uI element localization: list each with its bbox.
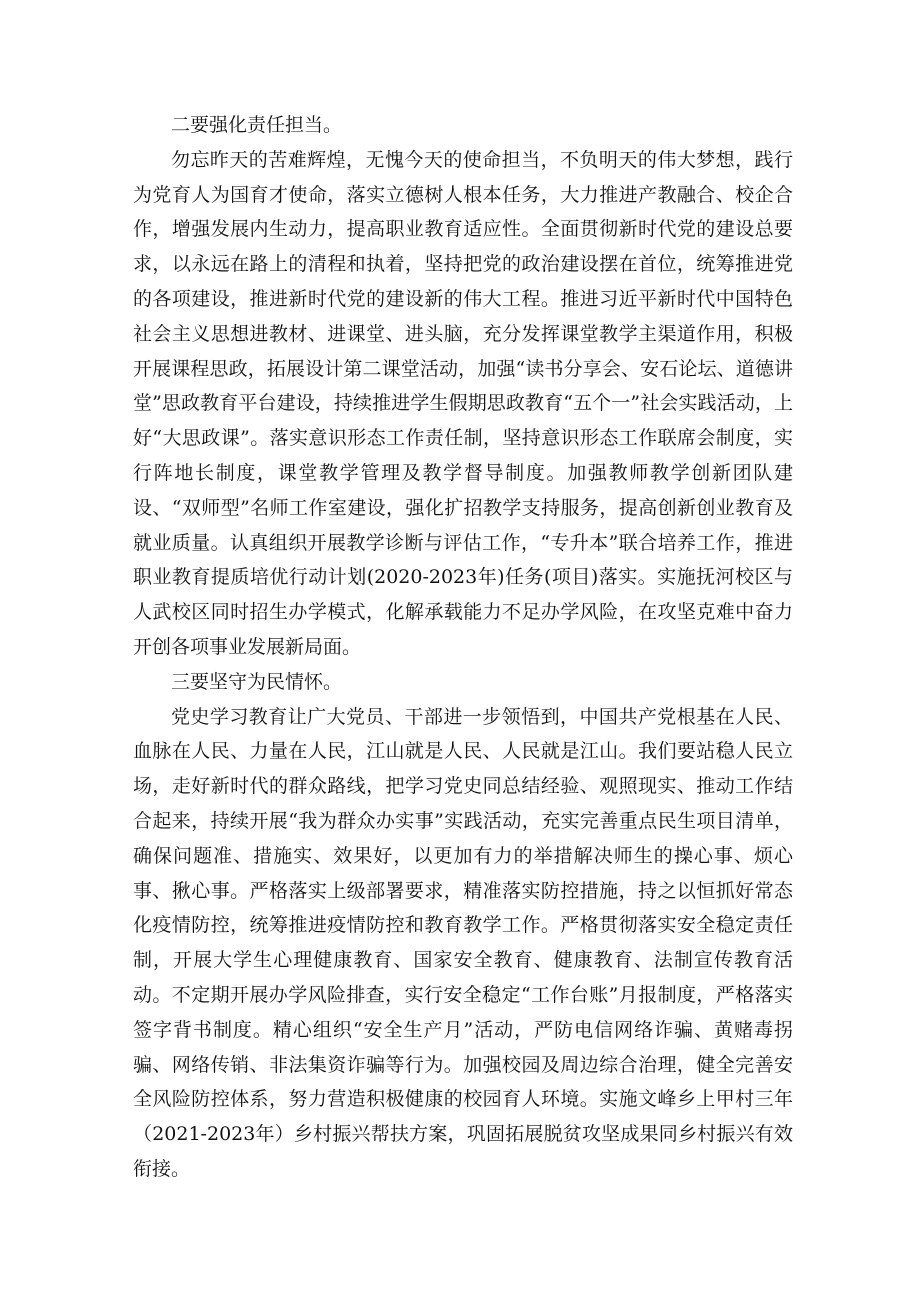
section-heading-people: 三要坚守为民情怀。 xyxy=(171,670,343,693)
section-paragraph-responsibility: 勿忘昨天的苦难辉煌，无愧今天的使命担当，不负明天的伟大梦想，践行为党育人为国育才使命，落实立德树人根本任务，大力推进产教融合、校企合作，增强发展内生动力，提高职业教育适应性。全面贯彻新时代党的建设总要求，以永远在路上的清程和执着，坚持把党的政治建设摆在首位，统筹推进党的各项建设，推进新时代党的建设新的伟大工程。推进习近平新时代中国特色社会主义思想进教材、进课堂、进头脑，充分发挥课堂教学主渠道作用，积极开展课程思政，拓展设计第二课堂活动，加强“读书分享会、安石论坛、道德讲堂”思政教育平台建设，持续推进学生假期思政教育“五个一”社会实践活动，上好“大思政课”。落实意识形态工作责任制，坚持意识形态工作联席会制度，实行阵地长制度，课堂教学管理及教学督导制度。加强教师教学创新团队建设、“双师型”名师工作室建设，强化扩招教学支持服务，提高创新创业教育及就业质量。认真组织开展教学诊断与评估工作，“专升本”联合培养工作，推进职业教育提质培优行动计划(2020-2023年)任务(项目)落实。实施抚河校区与人武校区同时招生办学模式，化解承载能力不足办学风险，在攻坚克难中奋力开创各项事业发展新局面。 xyxy=(133,148,793,658)
section-paragraph-people: 党史学习教育让广大党员、干部进一步领悟到，中国共产党根基在人民、血脉在人民、力量在人民，江山就是人民、人民就是江山。我们要站稳人民立场，走好新时代的群众路线，把学习党史同总结经验、观照现实、推动工作结合起来，持续开展“我为群众办实事”实践活动，充实完善重点民生项目清单，确保问题准、措施实、效果好，以更加有力的举措解决师生的操心事、烦心事、揪心事。严格落实上级部署要求，精准落实防控措施，持之以恒抓好常态化疫情防控，统筹推进疫情防控和教育教学工作。严格贯彻落实安全稳定责任制，开展大学生心理健康教育、国家安全教育、健康教育、法制宣传教育活动。不定期开展办学风险排查，实行安全稳定“工作台账”月报制度，严格落实签字背书制度。精心组织“安全生产月”活动，严防电信网络诈骗、黄赌毒拐骗、网络传销、非法集资诈骗等行为。加强校园及周边综合治理，健全完善安全风险防控体系，努力营造积极健康的校园育人环境。实施文峰乡上甲村三年（2021-2023年）乡村振兴帮扶方案，巩固拓展脱贫攻坚成果同乡村振兴有效衔接。 xyxy=(133,705,793,1180)
section-heading-responsibility: 二要强化责任担当。 xyxy=(171,114,343,136)
document-body xyxy=(133,108,793,1187)
